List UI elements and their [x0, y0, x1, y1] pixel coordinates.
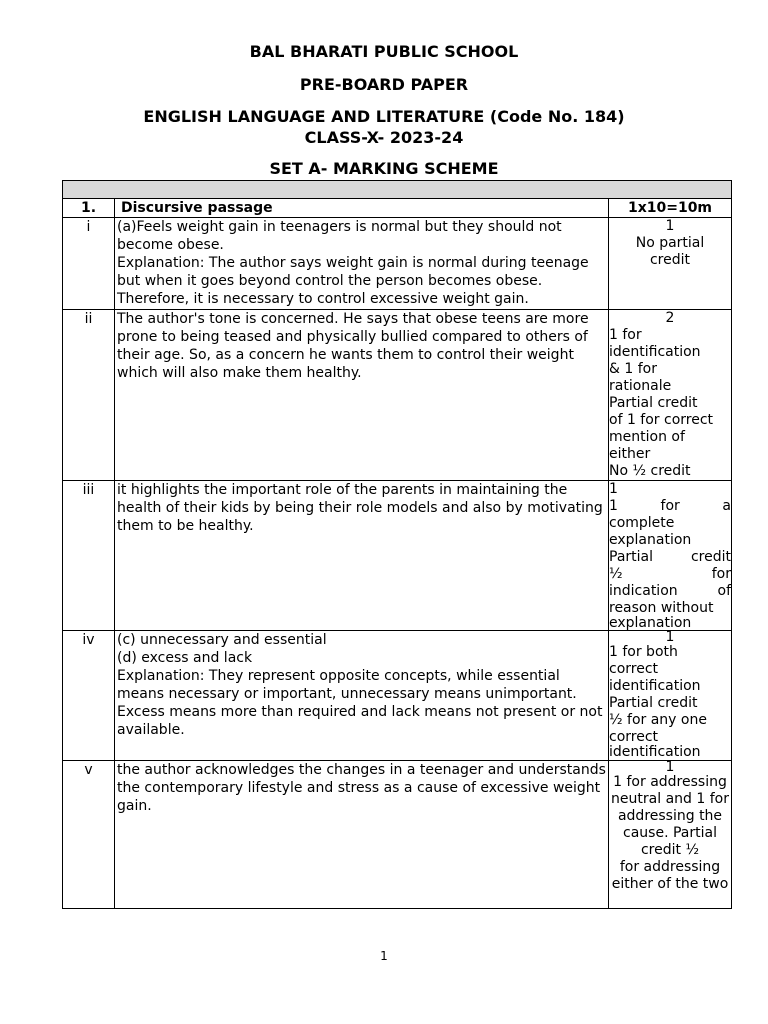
marks-line: & 1 for: [609, 361, 657, 377]
paper-title: PRE-BOARD PAPER: [299, 75, 469, 94]
marks-line: reason without: [609, 600, 714, 616]
subject-title: ENGLISH LANGUAGE AND LITERATURE (Code No. 184): [143, 107, 625, 126]
class-title: CLASS-X- 2023-24: [304, 128, 464, 147]
marks-line: No partial: [635, 235, 705, 251]
section-number: 1.: [63, 199, 115, 218]
marks-line: either of the two: [611, 876, 729, 892]
answer-cell: [115, 218, 609, 310]
answer-text: Explanation: The author says weight gain is normal during teenage but when it goes beyond control the person becomes obese. Therefore, it is necessary to control excessive weight gain.: [117, 255, 589, 307]
marks-line: complete: [609, 515, 675, 531]
marks-line: 1: [609, 481, 618, 497]
answer-cell: [115, 310, 609, 481]
marks-cell: [609, 631, 732, 761]
marks-line: neutral and 1 for: [611, 791, 729, 807]
section-title: Discursive passage: [115, 199, 609, 218]
answer-text: (d) excess and lack: [117, 650, 253, 666]
question-number: v: [63, 761, 115, 909]
marks-line: Partial credit: [609, 695, 698, 711]
answer-cell: [115, 761, 609, 909]
marks-line: credit ½: [640, 842, 700, 858]
marks-line: addressing the: [617, 808, 723, 824]
table-row: [63, 218, 732, 310]
table-row: [63, 761, 732, 909]
marks-line: correct: [609, 661, 659, 677]
answer-text: The author's tone is concerned. He says that obese teens are more prone to being teased and physically bullied compared to others of their age. So, as a concern he wants them to control their weight which will also make them healthy.: [117, 311, 589, 381]
marks-line: ½ for: [609, 566, 732, 582]
marks-line: Partial credit: [609, 549, 732, 565]
marks-line: 2: [665, 310, 675, 326]
marks-line: indication of: [609, 583, 732, 599]
marks-line: for addressing: [619, 859, 721, 875]
section-marks: 1x10=10m: [609, 199, 732, 218]
answer-text: (c) unnecessary and essential: [117, 632, 327, 648]
question-number: ii: [63, 310, 115, 481]
marks-line: 1 for both: [609, 644, 678, 660]
answer-text: Explanation: They represent opposite concepts, while essential means necessary or important, unnecessary means unimportant. Excess means more than required and lack means not present or not available.: [117, 668, 603, 738]
page-number: 1: [380, 949, 388, 963]
marks-line: ½ for any one: [609, 712, 707, 728]
marks-line: No ½ credit: [609, 463, 691, 479]
marks-line: explanation: [609, 532, 692, 548]
marks-cell: [609, 761, 732, 909]
table-row: [63, 481, 732, 631]
marks-line: 1 for addressing: [613, 774, 727, 790]
marks-line: 1 for a: [609, 498, 732, 514]
marks-line: identification: [609, 344, 701, 360]
marks-cell: [609, 481, 732, 631]
marks-line: 1: [665, 218, 675, 234]
marks-line: explanation: [609, 615, 692, 631]
marks-cell: [609, 218, 732, 310]
marks-line: identification: [609, 744, 701, 760]
marks-line: mention of: [609, 429, 685, 445]
marks-line: 1: [665, 629, 675, 645]
marks-line: 1 for: [609, 327, 642, 343]
marking-scheme-table: [62, 180, 732, 909]
answer-text: (a)Feels weight gain in teenagers is normal but they should not become obese.: [117, 219, 562, 253]
question-number: iii: [63, 481, 115, 631]
marks-line: of 1 for correct: [609, 412, 714, 428]
question-number: i: [63, 218, 115, 310]
table-header-band: [63, 181, 732, 199]
table-row: [63, 310, 732, 481]
table-row: [63, 631, 732, 761]
marks-line: correct: [609, 729, 659, 745]
answer-text: it highlights the important role of the parents in maintaining the health of their kids by being their role models and also by motivating them to be healthy.: [117, 482, 603, 534]
section-header-row: [63, 199, 732, 218]
marks-line: cause. Partial: [623, 825, 717, 841]
marks-line: Partial credit: [609, 395, 698, 411]
school-name: BAL BHARATI PUBLIC SCHOOL: [249, 42, 519, 61]
marks-line: 1: [665, 759, 675, 775]
marks-line: identification: [609, 678, 701, 694]
marks-line: either: [609, 446, 651, 462]
marks-cell: [609, 310, 732, 481]
answer-cell: [115, 481, 609, 631]
answer-cell: [115, 631, 609, 761]
marks-line: credit: [649, 252, 691, 268]
set-title: SET A- MARKING SCHEME: [269, 159, 499, 178]
question-number: iv: [63, 631, 115, 761]
answer-text: the author acknowledges the changes in a teenager and understands the contemporary lifestyle and stress as a cause of excessive weight gain.: [117, 762, 606, 814]
marks-line: rationale: [609, 378, 672, 394]
